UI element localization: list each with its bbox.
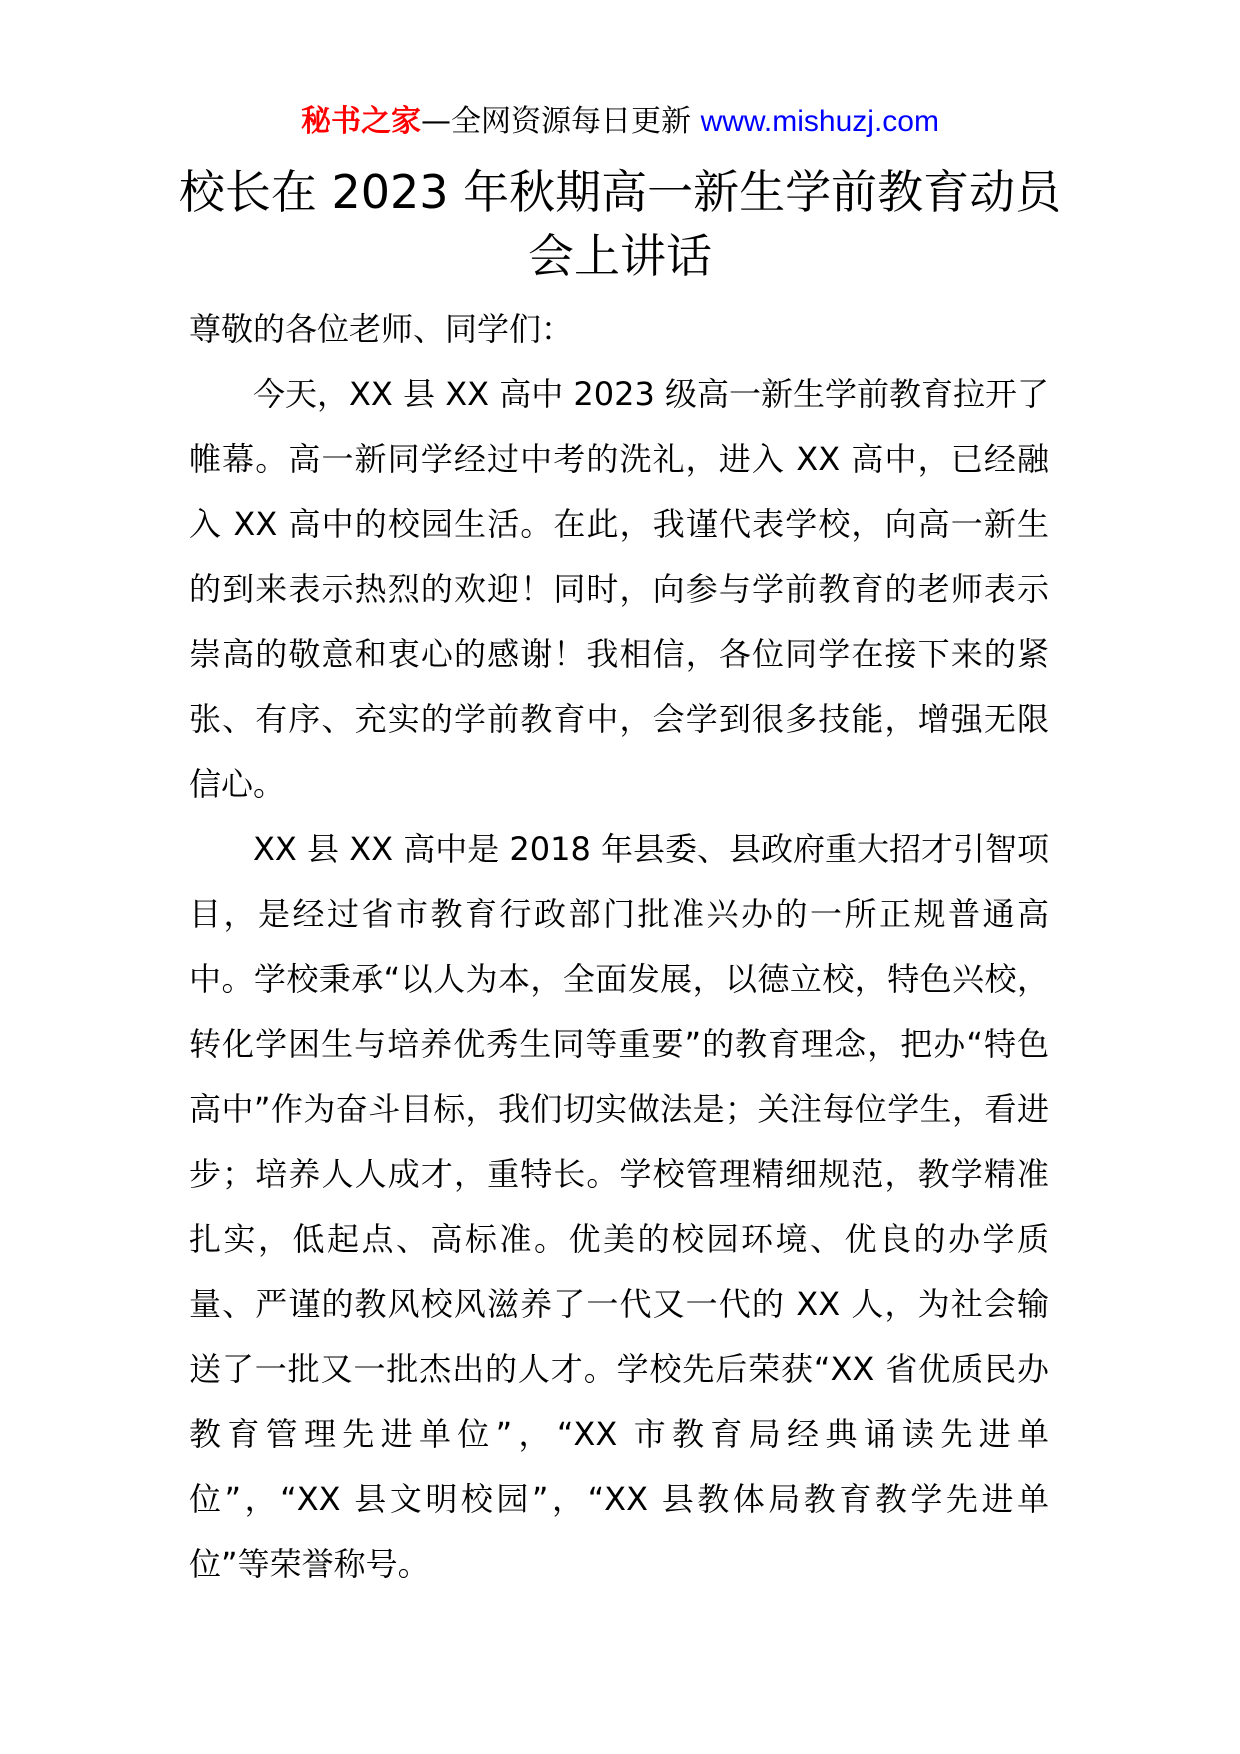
site-url-link[interactable]: www.mishuzj.com — [700, 105, 939, 138]
header-tagline: —全网资源每日更新 — [421, 104, 692, 139]
document-body — [189, 297, 1049, 1597]
site-header — [0, 100, 1240, 144]
brand-name: 秘书之家 — [301, 104, 422, 139]
salutation: 尊敬的各位老师、同学们： — [189, 310, 574, 348]
paragraph-1: 今天，XX 县 XX 高中 2023 级高一新生学前教育拉开了帷幕。高一新同学经过中考的洗礼，进入 XX 高中，已经融入 XX 高中的校园生活。在此，我谨代表学校，向高一新生的到来表示热烈的欢迎！同时，向参与学前教育的老师表示崇高的敬意和衷心的感谢！我相信，各位同学在接下来的紧张、有序、充实的学前教育中，会学到很多技能，增强无限信心。 — [189, 375, 1049, 803]
paragraph-2: XX 县 XX 高中是 2018 年县委、县政府重大招才引智项目，是经过省市教育行政部门批准兴办的一所正规普通高中。学校秉承“以人为本，全面发展，以德立校，特色兴校，转化学困生与培养优秀生同等重要”的教育理念，把办“特色高中”作为奋斗目标，我们切实做法是；关注每位学生，看进步；培养人人成才，重特长。学校管理精细规范，教学精准扎实，低起点、高标准。优美的校园环境、优良的办学质量、严谨的教风校风滋养了一代又一代的 XX 人，为社会输送了一批又一批杰出的人才。学校先后荣获“XX 省优质民办教育管理先进单位”，“XX 市教育局经典诵读先进单位”，“XX 县文明校园”，“XX 县教体局教育教学先进单位”等荣誉称号。 — [189, 830, 1049, 1583]
document-title: 校长在 2023 年秋期高一新生学前教育动员会上讲话 — [178, 165, 1062, 283]
